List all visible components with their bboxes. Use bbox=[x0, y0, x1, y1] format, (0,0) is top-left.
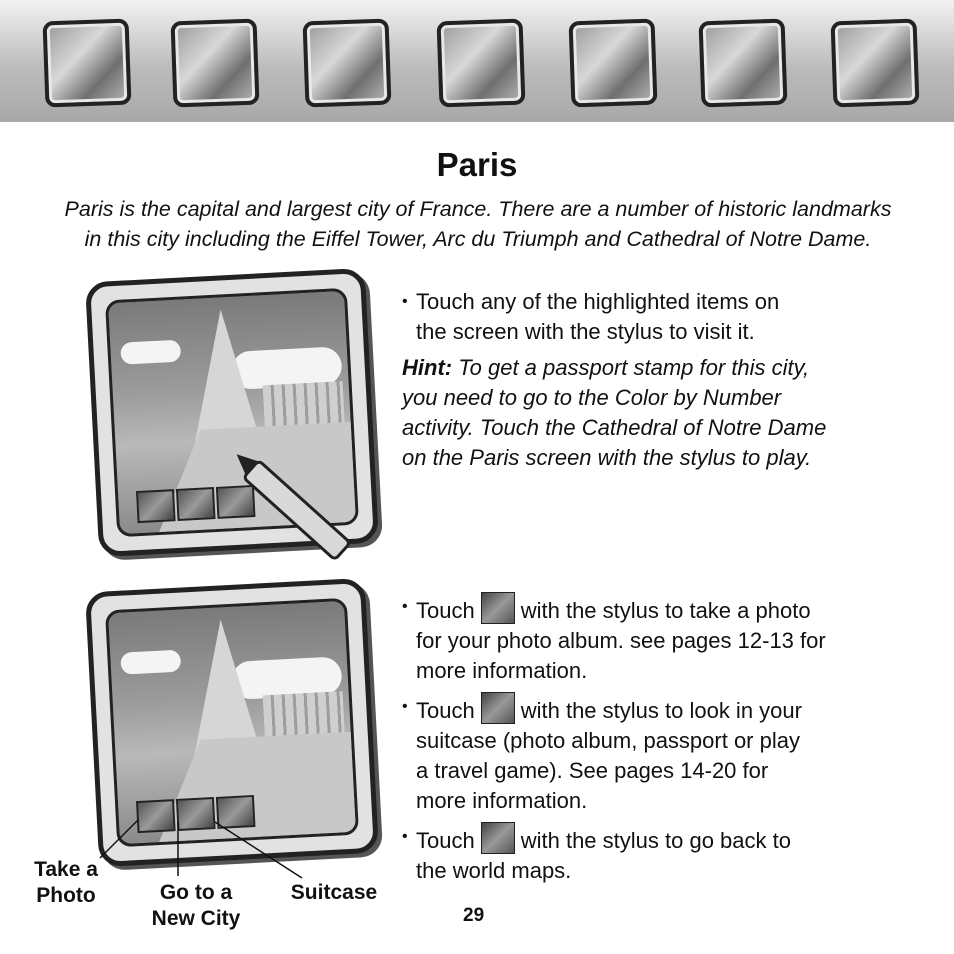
hint-line bbox=[402, 353, 922, 383]
bullet-line: more information. bbox=[416, 658, 588, 683]
bullet-span: with the stylus to go back to bbox=[520, 828, 791, 853]
hint-line: on the Paris screen with the stylus to play. bbox=[402, 445, 812, 470]
hint-line: activity. Touch the Cathedral of Notre Dame bbox=[402, 415, 827, 440]
bullet-span: Touch bbox=[416, 698, 475, 723]
hint-span: To get a passport stamp for this city, bbox=[452, 355, 810, 380]
visit-instructions bbox=[402, 287, 922, 473]
bullet-item bbox=[402, 822, 922, 886]
bullet-line: more information. bbox=[416, 788, 588, 813]
callout-line: Photo bbox=[36, 884, 96, 907]
bullet-line bbox=[416, 592, 922, 626]
bullet-item bbox=[402, 692, 922, 816]
bullet-line bbox=[416, 692, 922, 726]
callout-new-city bbox=[138, 880, 254, 932]
bullet-item bbox=[402, 592, 922, 686]
intro-line: in this city including the Eiffel Tower, Arc du Triumph and Cathedral of Notre Dame. bbox=[84, 227, 872, 251]
hint-line: you need to go to the Color by Number bbox=[402, 385, 782, 410]
callout-suitcase: Suitcase bbox=[290, 881, 378, 904]
page-number: 29 bbox=[463, 905, 485, 926]
bullet-line: • Touch any of the highlighted items on bbox=[416, 289, 780, 314]
button-instructions bbox=[402, 592, 922, 886]
hint-label: Hint: bbox=[402, 355, 453, 380]
camera-icon bbox=[481, 592, 515, 624]
callout-take-photo bbox=[22, 857, 110, 909]
bullet-line bbox=[416, 822, 922, 856]
hint-text bbox=[402, 353, 922, 473]
bullet-span: Touch bbox=[416, 828, 475, 853]
callout-line: Take a bbox=[34, 858, 98, 881]
suitcase-icon bbox=[481, 692, 515, 724]
bullet-span: with the stylus to take a photo bbox=[520, 598, 811, 623]
page-title: Paris bbox=[436, 146, 518, 183]
globe-icon bbox=[481, 822, 515, 854]
bullet-line: the screen with the stylus to visit it. bbox=[416, 319, 755, 344]
intro-line: Paris is the capital and largest city of France. There are a number of historic landmarks bbox=[64, 197, 892, 221]
bullet-line: the world maps. bbox=[416, 858, 572, 883]
bullet-item bbox=[402, 287, 922, 347]
callout-line: Go to a bbox=[159, 881, 233, 904]
bullet-line: for your photo album. see pages 12-13 for bbox=[416, 628, 826, 653]
callout-line: New City bbox=[151, 907, 241, 930]
bullet-line: suitcase (photo album, passport or play bbox=[416, 728, 800, 753]
bullet-line: a travel game). See pages 14-20 for bbox=[416, 758, 769, 783]
bullet-span: Touch bbox=[416, 598, 475, 623]
bullet-span: with the stylus to look in your bbox=[520, 698, 802, 723]
